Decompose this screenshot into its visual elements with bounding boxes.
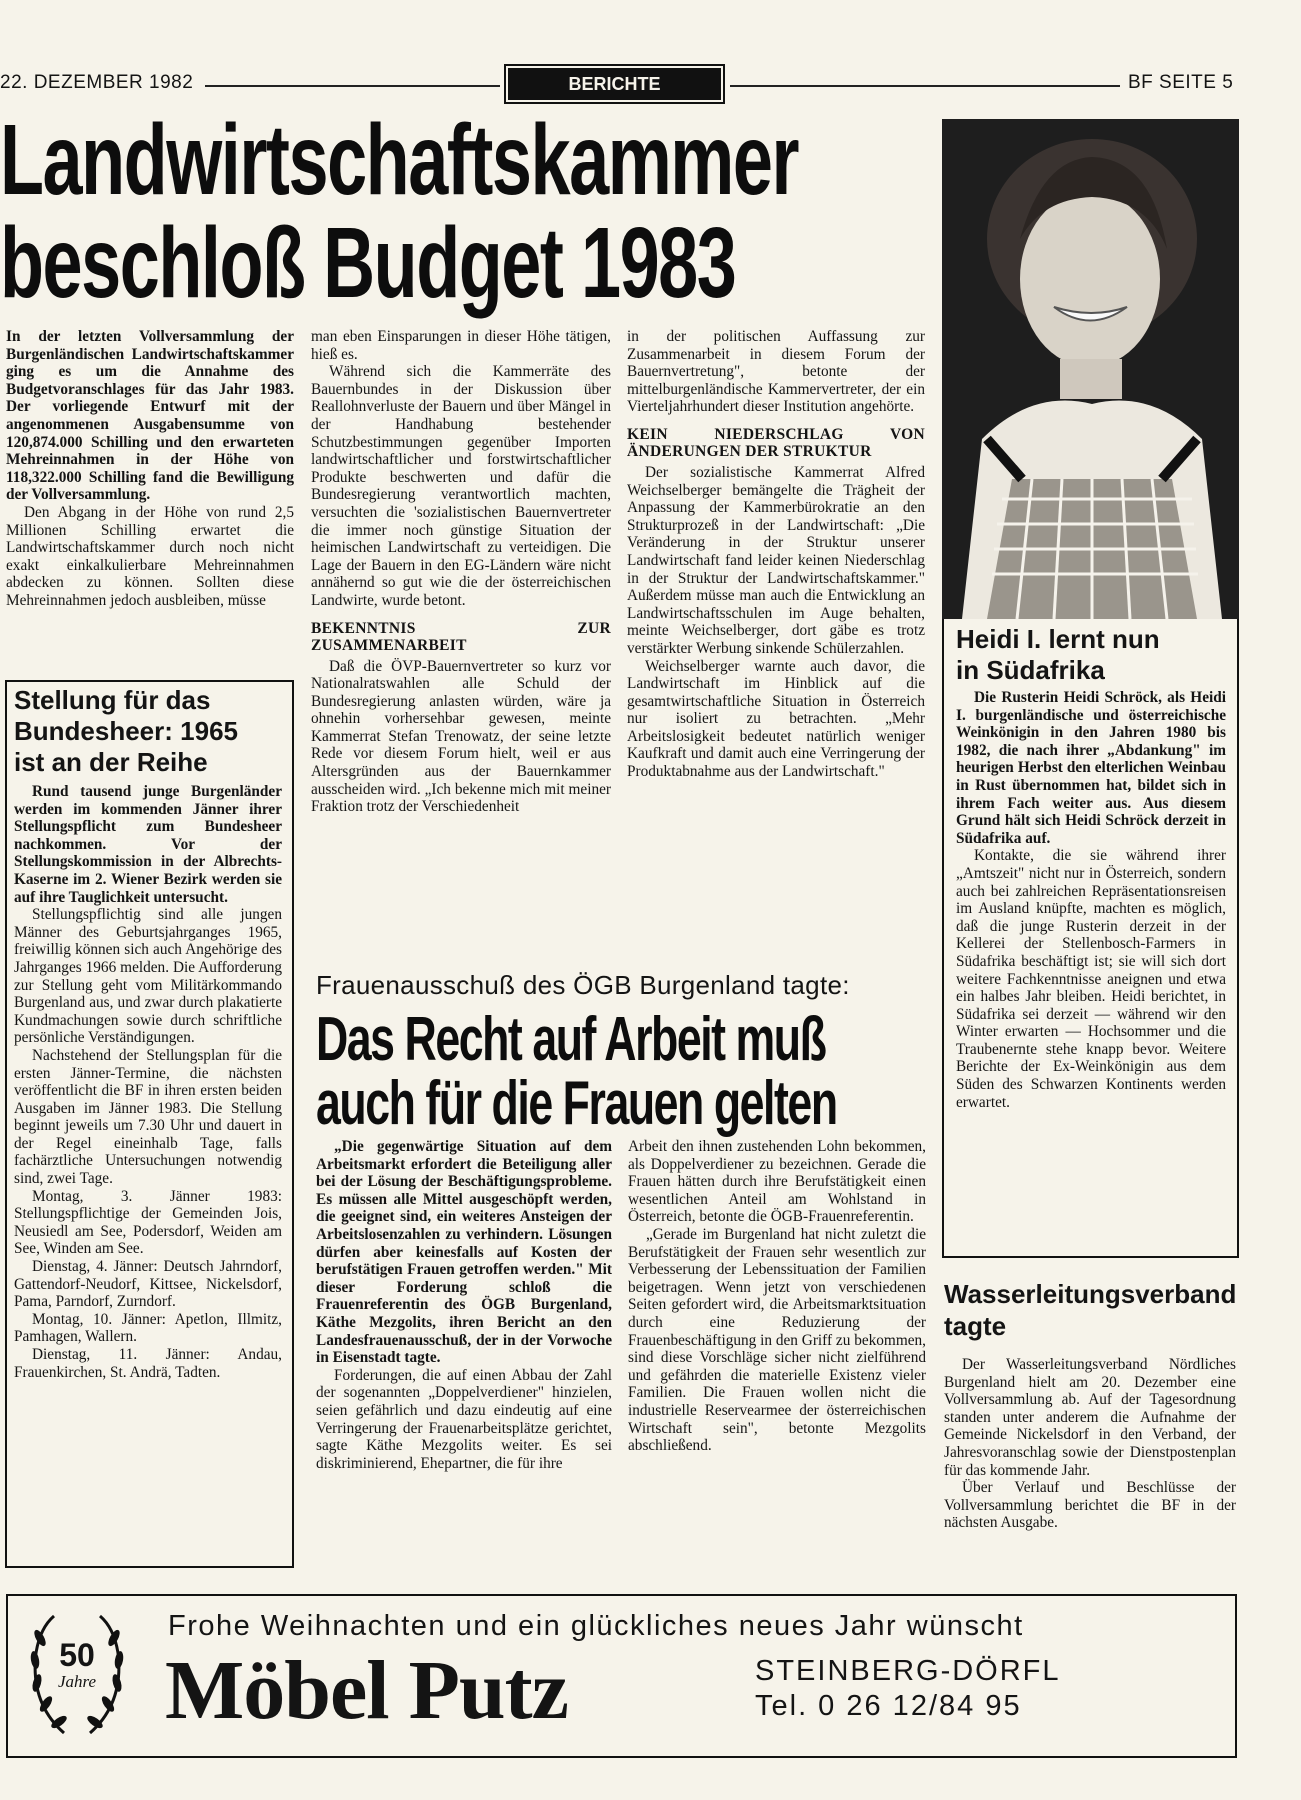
main-article-paragraph: in der politischen Auffassung zur Zusammenarbeit in diesem Forum der Bauernvertretung", betonte der mittelburgenländische Kammervertreter, der ein Vierteljahrhundert dieser Institution angehörte. (627, 328, 925, 416)
header-rule-right (730, 85, 1120, 87)
bundesheer-lead: Rund tausend junge Burgenländer werden im kommenden Jänner ihrer Stellungspflicht zum Bundesheer nachkommen. Vor der Stellungskommission in der Albrechts-Kaserne im 2. Wiener Bezirk werden sie auf ihre Tauglichkeit untersucht. (14, 783, 282, 906)
frauen-paragraph: Forderungen, die auf einen Abbau der Zahl der sogenannten „Doppelverdiener" hinzielen, seien gefährlich und dazu eindeutig auf eine Verringerung der Frauenarbeitsplätze gerichtet, sagte Käthe Mezgolits weiter. Es sei diskriminierend, Ehepartner, die für ihre (316, 1366, 612, 1472)
frauen-paragraph: „Gerade im Burgenland hat nicht zuletzt die Berufstätigkeit der Frauen sehr wesentlich zur Verbesserung der Lebenssituation der Familien beigetragen. Wenn jetzt von verschiedenen Seiten gefordert wird, die Arbeitsmarktsituation durch eine Reduzierung der Frauenbeschäftigung in den Griff zu bekommen, sind diese Vorschläge sicher nicht zielführend und gefährden die materielle Existenz vieler Familien. Die Frauen wollen nicht die industrielle Reservearmee der österreichischen Wirtschaft sein", betonte Mezgolits abschließend. (628, 1225, 926, 1455)
badge-label: Jahre (57, 1672, 97, 1691)
issue-date: 22. DEZEMBER 1982 (0, 72, 194, 93)
portrait-image (942, 119, 1239, 619)
wasser-article (944, 1356, 1236, 1532)
main-article-subhead: BEKENNTNIS ZUR ZUSAMMENARBEIT (311, 619, 611, 654)
wasser-paragraph: Über Verlauf und Beschlüsse der Vollversammlung berichtet die BF in der nächsten Ausgabe. (944, 1479, 1236, 1532)
bundesheer-paragraph: Montag, 3. Jänner 1983: Stellungspflichtige der Gemeinden Jois, Neusiedl am See, Podersdorf, Weiden am See, Winden am See. (14, 1187, 282, 1258)
frauen-headline-line1: Das Recht auf Arbeit muß (316, 1005, 826, 1074)
main-headline-line2: beschloß Budget 1983 (0, 207, 736, 319)
main-article-paragraph: Den Abgang in der Höhe von rund 2,5 Millionen Schilling erwartet die Landwirtschaftskammer durch noch nicht exakt einkalkulierbare Mehreinnahmen abdecken zu können. Sollten diese Mehreinnahmen jedoch ausbleiben, müsse (6, 503, 294, 609)
bundesheer-article (14, 783, 282, 1381)
heidi-paragraph: Kontakte, die sie während ihrer „Amtszeit" nicht nur in Österreich, sondern auch bei zahlreichen Repräsentationsreisen im Ausland knüpfte, machten es möglich, daß die junge Rusterin derzeit in der Kellerei der Stellenbosch-Farmers in Südafrika beschäftigt ist; sie will sich dort weitere Fachkenntnisse aneignen und etwa ein halbes Jahr bleiben. Heidi berichtet, in Südafrika sei derzeit — während wir den Winter erwarten — Hochsommer und die Traubenernte stehe knapp bevor. Weitere Berichte der Ex-Weinkönigin aus dem Süden des Schwarzen Kontinents werden erwartet. (956, 847, 1226, 1111)
main-article-paragraph: Während sich die Kammerräte des Bauernbundes in der Diskussion über Reallohnverluste der Bauern und über Mängel in der Handhabung bestehender Schutzbestimmungen gegenüber Importen landwirtschaftlicher und forstwirtschaftlicher Produkte beschwerten und dafür die Bundesregierung verantwortlich machten, versuchten die 'sozialistischen Bauernvertreter die immer noch günstige Situation der heimischen Landwirtschaft zu verteidigen. Die Lage der Bauern in den EG-Ländern wäre nicht annähernd so gut wie die der österreichischen Landwirte, wurde betont. (311, 363, 611, 609)
ad-greeting: Frohe Weihnachten und ein glückliches neues Jahr wünscht (168, 1610, 1024, 1642)
main-article-paragraph: man eben Einsparungen in dieser Höhe tätigen, hieß es. (311, 328, 611, 363)
main-article-col1 (6, 328, 294, 610)
main-article-col2 (311, 328, 611, 816)
page-number: BF SEITE 5 (1128, 72, 1234, 93)
frauen-headline-line2: auch für die Frauen gelten (316, 1069, 837, 1138)
badge-number: 50 (59, 1637, 95, 1673)
ad-location: STEINBERG-DÖRFL (755, 1655, 1061, 1687)
heidi-article (956, 689, 1226, 1111)
frauen-kicker: Frauenausschuß des ÖGB Burgenland tagte: (316, 970, 850, 1000)
wasser-paragraph: Der Wasserleitungsverband Nördliches Burgenland hielt am 20. Dezember eine Vollversammlung ab. Auf der Tagesordnung standen unter anderem die Aufnahme der Gemeinde Nickelsdorf in den Verband, der Jahresvoranschlag sowie der Dienstpostenplan für das kommende Jahr. (944, 1356, 1236, 1479)
heidi-headline: Heidi I. lernt nun in Südafrika (956, 624, 1160, 685)
bundesheer-paragraph: Stellungspflichtig sind alle jungen Männer des Geburtsjahrganges 1965, freiwillig können sich auch Angehörige des Jahrganges 1966 melden. Die Aufforderung zur Stellung geht vom Militärkommando Burgenland aus, und zwar durch plakatierte Kundmachungen sowie durch schriftliche persönliche Verständigungen. (14, 906, 282, 1047)
ad-phone: Tel. 0 26 12/84 95 (755, 1690, 1022, 1722)
section-tag: BERICHTE (508, 68, 721, 100)
main-article-lead: In der letzten Vollversammlung der Burgenländischen Landwirtschaftskammer ging es um die Annahme des Budgetvoranschlages für das Jahr 1983. Der vorliegende Entwurf mit der angenommenen Ausgabensumme von 120,874.000 Schilling und den erwarteten Mehreinnahmen in der Höhe von 118,322.000 Schilling fand die Bewilligung der Vollversammlung. (6, 328, 294, 504)
header-rule-left (205, 85, 500, 87)
bundesheer-paragraph: Nachstehend der Stellungsplan für die ersten Jänner-Termine, die nächsten veröffentlicht die BF in ihren ersten beiden Ausgaben im Jänner 1983. Die Stellung beginnt jeweils um 7.30 Uhr und dauert in der Regel eineinhalb Tage, falls fachärztliche Untersuchungen notwendig sind, zwei Tage. (14, 1046, 282, 1188)
main-article-subhead: KEIN NIEDERSCHLAG VON ÄNDERUNGEN DER STRUKTUR (627, 425, 925, 460)
bundesheer-headline: Stellung für das Bundesheer: 1965 ist an der Reihe (14, 685, 238, 777)
heidi-lead: Die Rusterin Heidi Schröck, als Heidi I. burgenländische und österreichische Weinkönigin in den Jahren 1980 bis 1982, die nach ihrer „Abdankung" im heurigen Herbst den elterlichen Weinbau in Rust übernommen hat, bildet sich in ihrem Fach weiter aus. Aus diesem Grund hält sich Heidi Schröck derzeit in Südafrika auf. (956, 689, 1226, 847)
main-article-paragraph: Der sozialistische Kammerrat Alfred Weichselberger bemängelte die Trägheit der Anpassung der Kammerbürokratie an den Strukturprozeß in der Landwirtschaft: „Die Veränderung in der Struktur unserer Landwirtschaft fand leider keinen Niederschlag in der Struktur der Landwirtschaftskammer." Außerdem müsse man auch die Entwicklung an Landwirtschaftsschulen im Auge behalten, meinte Weichselberger, dort gäbe es trotz verstärkter Werbung sinkende Schülerzahlen. (627, 463, 925, 657)
frauen-lead: „Die gegenwärtige Situation auf dem Arbeitsmarkt erfordert die Beteiligung aller bei der Lösung der Beschäftigungsprobleme. Es müssen alle Mittel ausgeschöpft werden, die geeignet sind, ein weiteres Ansteigen der Arbeitslosenzahlen zu verhindern. Lösungen dürfen aber keinesfalls auf Kosten der berufstätigen Frauen getroffen werden." Mit dieser Forderung schloß die Frauenreferentin des ÖGB Burgenland, Käthe Mezgolits, ihren Bericht an den Landesfrauenausschuß, der in der Vorwoche in Eisenstadt tagte. (316, 1138, 612, 1367)
bundesheer-paragraph: Dienstag, 4. Jänner: Deutsch Jahrndorf, Gattendorf-Neudorf, Kittsee, Nickelsdorf, Pama, Parndorf, Zurndorf. (14, 1258, 282, 1311)
bundesheer-paragraph: Montag, 10. Jänner: Apetlon, Illmitz, Pamhagen, Wallern. (14, 1310, 282, 1346)
anniversary-badge (24, 1608, 130, 1738)
heidi-photo (942, 119, 1239, 619)
frauen-col1 (316, 1138, 612, 1472)
main-article-paragraph: Daß die ÖVP-Bauernvertreter so kurz vor Nationalratswahlen alle Schuld der Bundesregierung anlasten würden, wäre ja ohnehin vorhersehbar gewesen, meinte Kammerrat Stefan Trenowatz, der seine letzte Rede vor diesem Forum hielt, weil er aus Altersgründen aus der Bauernkammer ausscheiden wird. „Ich bekenne mich mit meiner Fraktion trotz der Verschiedenheit (311, 657, 611, 816)
bundesheer-paragraph: Dienstag, 11. Jänner: Andau, Frauenkirchen, St. Andrä, Tadten. (14, 1346, 282, 1381)
wasser-headline: Wasserleitungsverband tagte (944, 1279, 1237, 1341)
frauen-col2 (628, 1138, 926, 1455)
main-article-paragraph: Weichselberger warnte auch davor, die Landwirtschaft im Hinblick auf die gesamtwirtschaftliche Situation in Österreich nur isoliert zu betrachten. „Mehr Arbeitslosigkeit bedeutet natürlich weniger Kaufkraft und damit auch eine Verringerung der Produktabnahme aus der Landwirtschaft." (627, 657, 925, 781)
main-article-col3 (627, 328, 925, 781)
frauen-paragraph: Arbeit den ihnen zustehenden Lohn bekommen, als Doppelverdiener zu bezeichnen. Gerade die Frauen hätten durch ihre Berufstätigkeit einen wesentlichen Anteil am Wohlstand in Österreich, betonte die ÖGB-Frauenreferentin. (628, 1138, 926, 1226)
main-headline-line1: Landwirtschaftskammer (0, 104, 799, 216)
ad-company: Möbel Putz (165, 1644, 568, 1737)
